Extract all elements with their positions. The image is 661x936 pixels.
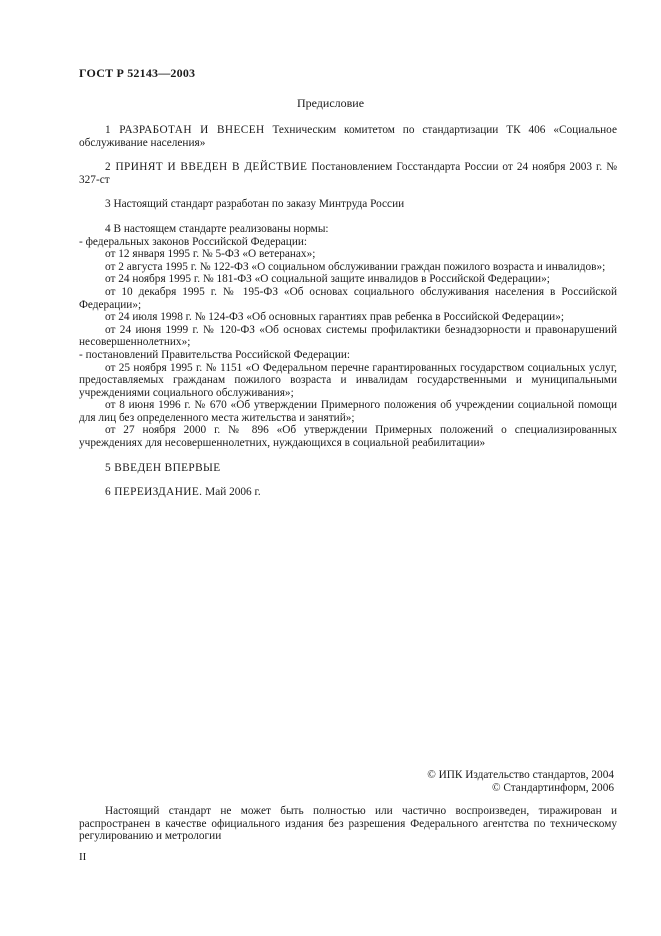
item-6-caps: 6 ПЕРЕИЗДАНИЕ. <box>105 486 203 499</box>
item-1 <box>79 124 617 149</box>
item-5 <box>79 462 617 475</box>
gov-item: от 25 ноября 1995 г. № 1151 «О Федеральном перечне гарантированных государством социальных услуг, предоставляемых гражданам пожилого возраста и инвалидам государственными и муниципальными учреждениями социального обслуживания»; <box>79 361 617 399</box>
item-1-text: Техническим комитетом по стандартизации ТК 406 «Социальное обслуживание населения» <box>79 124 617 149</box>
item-3: 3 Настоящий стандарт разработан по заказу Минтруда России <box>105 198 405 211</box>
gov-item: от 27 ноября 2000 г. № 896 «Об утверждении Примерных положений о специализированных учреждениях для несовершеннолетних, нуждающихся в социальной реабилитации» <box>79 424 617 450</box>
section-title: Предисловие <box>296 96 365 110</box>
page-number: II <box>79 851 87 863</box>
item-1-caps: 1 РАЗРАБОТАН И ВНЕСЕН <box>105 124 265 136</box>
law-item: от 24 июля 1998 г. № 124-ФЗ «Об основных гарантиях прав ребенка в Российской Федерации»; <box>105 311 564 324</box>
foreword-content <box>79 124 617 499</box>
law-item: от 10 декабря 1995 г. № 195-ФЗ «Об основах социального обслуживания населения в Российской Федерации»; <box>79 285 617 311</box>
gov-heading: - постановлений Правительства Российской Федерации: <box>79 348 351 361</box>
item-4-intro: 4 В настоящем стандарте реализованы нормы: <box>105 222 329 235</box>
item-6 <box>79 486 617 499</box>
item-2 <box>79 161 617 186</box>
laws-heading: - федеральных законов Российской Федерации: <box>79 235 308 248</box>
law-item: от 2 августа 1995 г. № 122-ФЗ «О социальном обслуживании граждан пожилого возраста и инвалидов»; <box>105 260 606 273</box>
law-item: от 24 ноября 1995 г. № 181-ФЗ «О социальной защите инвалидов в Российской Федерации»; <box>105 273 550 286</box>
gov-item: от 8 июня 1996 г. № 670 «Об утверждении Примерного положения об учреждении социальной помощи для лиц без определенного места жительства и занятий»; <box>79 399 617 424</box>
copyright-block <box>427 769 614 794</box>
document-header: ГОСТ Р 52143—2003 <box>79 66 196 80</box>
law-item: от 12 января 1995 г. № 5-ФЗ «О ветеранах»; <box>105 248 316 261</box>
reproduction-notice: Настоящий стандарт не может быть полностью или частично воспроизведен, тиражирован и распространен в качестве официального издания без разрешения Федерального агентства по техническому регулированию и метрологии <box>79 805 617 843</box>
law-item: от 24 июня 1999 г. № 120-ФЗ «Об основах системы профилактики безнадзорности и правонарушений несовершеннолетних»; <box>79 323 617 349</box>
copyright-line-1: © ИПК Издательство стандартов, 2004 <box>427 769 614 781</box>
item-5-text: 5 ВВЕДЕН ВПЕРВЫЕ <box>105 461 221 474</box>
item-2-caps: 2 ПРИНЯТ И ВВЕДЕН В ДЕЙСТВИЕ <box>105 161 308 174</box>
item-2-text: Постановлением Госстандарта России от 24 ноября 2003 г. № 327-ст <box>79 161 617 186</box>
item-6-text: Май 2006 г. <box>202 486 261 499</box>
copyright-line-2: © Стандартинформ, 2006 <box>491 781 614 794</box>
